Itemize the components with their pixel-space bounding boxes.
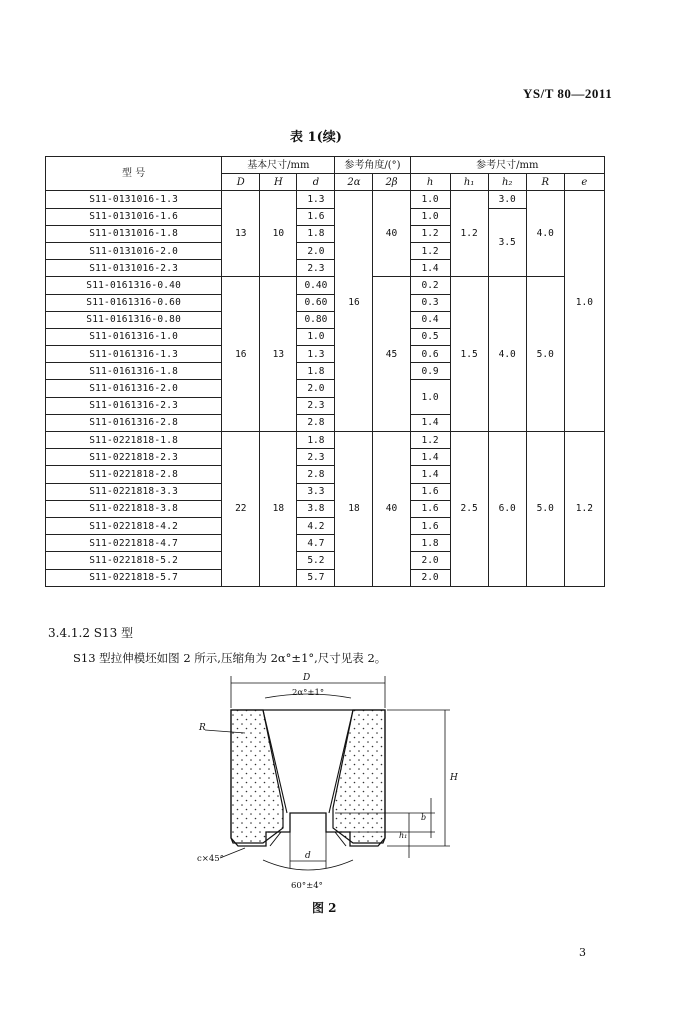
label-angle-top: 2α°±1° [292, 688, 325, 698]
d-cell: 4.7 [297, 535, 335, 552]
table-row [46, 432, 605, 449]
d-cell: 2.3 [297, 397, 335, 414]
header-reference-dimensions: 参考尺寸/mm [410, 157, 604, 174]
alpha-cell [335, 191, 373, 208]
alpha-cell [335, 363, 373, 380]
col-h1: h₁ [450, 174, 488, 191]
section-paragraph: S13 型拉伸模坯如图 2 所示,压缩角为 2α°±1°,尺寸见表 2。 [73, 651, 387, 665]
model-cell: S11-0221818-2.8 [46, 466, 222, 483]
beta-cell: 40 [373, 191, 410, 277]
dimension-table [45, 156, 605, 587]
e-cell [564, 277, 604, 294]
model-cell: S11-0221818-5.7 [46, 569, 222, 586]
e-cell [564, 208, 604, 225]
col-D: D [222, 174, 260, 191]
e-cell [564, 225, 604, 242]
model-cell: S11-0161316-1.0 [46, 328, 222, 345]
alpha-cell [335, 414, 373, 431]
header-reference-angles: 参考角度/(°) [335, 157, 410, 174]
h-cell: 0.9 [410, 363, 450, 380]
model-cell: S11-0221818-4.7 [46, 535, 222, 552]
alpha-cell [335, 380, 373, 397]
h-cell: 0.3 [410, 294, 450, 311]
figure-caption: 图 2 [312, 901, 337, 915]
model-cell: S11-0161316-2.0 [46, 380, 222, 397]
e-cell [564, 260, 604, 277]
h1-cell: 1.2 [450, 191, 488, 277]
d-cell: 0.80 [297, 311, 335, 328]
h-cell: 1.0 [410, 380, 450, 414]
page-number: 3 [579, 946, 586, 959]
model-cell: S11-0161316-0.60 [46, 294, 222, 311]
e-cell: 1.2 [564, 432, 604, 587]
h2-cell: 6.0 [488, 432, 526, 587]
table-row [46, 191, 605, 208]
e-cell [564, 346, 604, 363]
col-R: R [526, 174, 564, 191]
model-cell: S11-0161316-0.40 [46, 277, 222, 294]
h-cell: 1.6 [410, 500, 450, 517]
beta-cell: 40 [373, 432, 410, 587]
col-h2: h₂ [488, 174, 526, 191]
d-cell: 3.8 [297, 500, 335, 517]
e-cell [564, 328, 604, 345]
label-d: d [305, 851, 311, 861]
table-row [46, 277, 605, 294]
H-cell: 18 [260, 432, 297, 587]
d-cell: 1.8 [297, 225, 335, 242]
alpha-cell [335, 242, 373, 259]
table-title: 表 1(续) [290, 130, 342, 145]
R-cell: 5.0 [526, 277, 564, 432]
h-cell: 1.8 [410, 535, 450, 552]
model-cell: S11-0131016-1.3 [46, 191, 222, 208]
D-cell: 16 [222, 277, 260, 432]
d-cell: 1.6 [297, 208, 335, 225]
h-cell: 1.4 [410, 449, 450, 466]
h-cell: 1.0 [410, 208, 450, 225]
d-cell: 1.3 [297, 346, 335, 363]
h-cell: 1.2 [410, 242, 450, 259]
h-cell: 0.6 [410, 346, 450, 363]
model-cell: S11-0161316-1.8 [46, 363, 222, 380]
alpha-cell [335, 260, 373, 277]
model-cell: S11-0161316-2.3 [46, 397, 222, 414]
d-cell: 1.0 [297, 328, 335, 345]
col-2beta: 2β [373, 174, 410, 191]
h2-cell: 3.5 [488, 208, 526, 277]
col-d: d [297, 174, 335, 191]
e-cell [564, 397, 604, 414]
model-cell: S11-0131016-2.0 [46, 242, 222, 259]
e-cell [564, 414, 604, 431]
label-D: D [303, 673, 311, 683]
d-cell: 5.7 [297, 569, 335, 586]
d-cell: 2.0 [297, 380, 335, 397]
header-basic-dimensions: 基本尺寸/mm [222, 157, 335, 174]
h-cell: 2.0 [410, 569, 450, 586]
alpha-cell [335, 346, 373, 363]
d-cell: 5.2 [297, 552, 335, 569]
h-cell: 1.2 [410, 225, 450, 242]
e-cell [564, 363, 604, 380]
alpha-cell [335, 311, 373, 328]
col-2alpha: 2α [335, 174, 373, 191]
d-cell: 1.3 [297, 191, 335, 208]
figure-2-drawing [195, 668, 485, 893]
h-cell: 1.2 [410, 432, 450, 449]
col-h: h [410, 174, 450, 191]
h-cell: 0.2 [410, 277, 450, 294]
d-cell: 1.8 [297, 432, 335, 449]
header-model: 型 号 [46, 157, 222, 191]
h-cell: 1.4 [410, 414, 450, 431]
alpha-cell [335, 277, 373, 294]
label-R: R [199, 723, 206, 733]
d-cell: 2.3 [297, 260, 335, 277]
H-cell: 10 [260, 191, 297, 277]
D-cell: 13 [222, 191, 260, 277]
h1-cell: 1.5 [450, 277, 488, 432]
h-cell: 2.0 [410, 552, 450, 569]
d-cell: 2.8 [297, 466, 335, 483]
h-cell: 0.4 [410, 311, 450, 328]
model-cell: S11-0161316-0.80 [46, 311, 222, 328]
col-H: H [260, 174, 297, 191]
d-cell: 2.3 [297, 449, 335, 466]
model-cell: S11-0221818-3.8 [46, 500, 222, 517]
alpha-cell [335, 397, 373, 414]
h-cell: 1.4 [410, 260, 450, 277]
table-row [46, 208, 605, 225]
die-blank-body [231, 710, 385, 846]
R-cell: 5.0 [526, 432, 564, 587]
label-H: H [450, 773, 458, 783]
model-cell: S11-0221818-5.2 [46, 552, 222, 569]
D-cell: 22 [222, 432, 260, 587]
h-cell: 1.4 [410, 466, 450, 483]
model-cell: S11-0131016-1.6 [46, 208, 222, 225]
h-cell: 1.0 [410, 191, 450, 208]
model-cell: S11-0221818-1.8 [46, 432, 222, 449]
label-angle-bottom: 60°±4° [291, 881, 323, 891]
model-cell: S11-0131016-2.3 [46, 260, 222, 277]
alpha-cell: 18 [335, 432, 373, 587]
model-cell: S11-0131016-1.8 [46, 225, 222, 242]
label-chamfer: c×45° [197, 854, 224, 864]
h-cell: 1.6 [410, 517, 450, 534]
model-cell: S11-0221818-3.3 [46, 483, 222, 500]
e-cell [564, 191, 604, 208]
h-cell: 1.6 [410, 483, 450, 500]
h2-cell: 3.0 [488, 191, 526, 208]
e-cell [564, 242, 604, 259]
e-cell [564, 380, 604, 397]
d-cell: 2.0 [297, 242, 335, 259]
model-cell: S11-0221818-4.2 [46, 517, 222, 534]
alpha-cell: 16 [335, 294, 373, 311]
d-cell: 3.3 [297, 483, 335, 500]
section-heading: 3.4.1.2 S13 型 [48, 626, 134, 640]
d-cell: 0.60 [297, 294, 335, 311]
model-cell: S11-0161316-2.8 [46, 414, 222, 431]
d-cell: 0.40 [297, 277, 335, 294]
beta-cell: 45 [373, 277, 410, 432]
alpha-cell [335, 208, 373, 225]
col-e: e [564, 174, 604, 191]
alpha-cell [335, 328, 373, 345]
d-cell: 4.2 [297, 517, 335, 534]
d-cell: 1.8 [297, 363, 335, 380]
label-b: b [421, 813, 427, 822]
label-h1: h₁ [399, 831, 408, 840]
h-cell: 0.5 [410, 328, 450, 345]
R-cell: 4.0 [526, 191, 564, 277]
h1-cell: 2.5 [450, 432, 488, 587]
H-cell: 13 [260, 277, 297, 432]
standard-code: YS/T 80—2011 [523, 86, 613, 101]
d-cell: 2.8 [297, 414, 335, 431]
alpha-cell [335, 225, 373, 242]
e-cell [564, 311, 604, 328]
e-cell: 1.0 [564, 294, 604, 311]
model-cell: S11-0221818-2.3 [46, 449, 222, 466]
model-cell: S11-0161316-1.3 [46, 346, 222, 363]
h2-cell: 4.0 [488, 277, 526, 432]
